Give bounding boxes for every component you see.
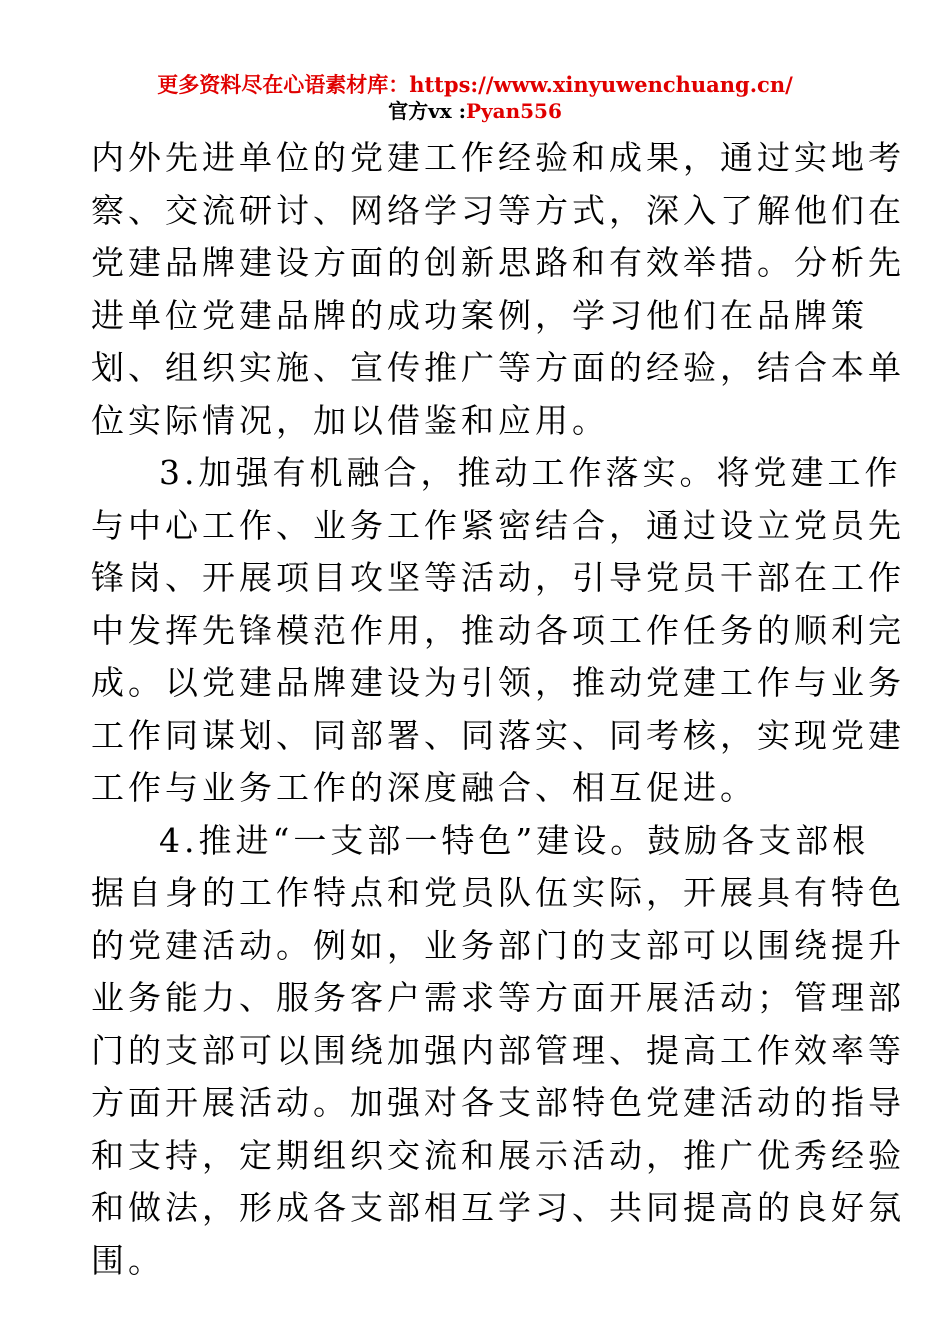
text-line: 内外先进单位的党建工作经验和成果，通过实地考 <box>91 138 905 177</box>
text-line: 划、组织实施、宣传推广等方面的经验，结合本单 <box>91 348 905 387</box>
text-line: 和做法，形成各支部相互学习、共同提高的良好氛 <box>91 1188 905 1227</box>
text-line: 党建品牌建设方面的创新思路和有效举措。分析先 <box>91 243 905 282</box>
text-line: 工作同谋划、同部署、同落实、同考核，实现党建 <box>91 715 905 755</box>
text-line: 中发挥先锋模范作用，推动各项工作任务的顺利完 <box>91 610 905 650</box>
text-line: 察、交流研讨、网络学习等方式，深入了解他们在 <box>91 190 905 230</box>
text-line: 的党建活动。例如，业务部门的支部可以围绕提升 <box>91 925 905 965</box>
promo-banner-text: 更多资料尽在心语素材库：https://www.xinyuwenchuang.cn/ <box>157 72 793 97</box>
text-line: 4.推进“一支部一特色”建设。鼓励各支部根 <box>159 820 870 860</box>
text-line: 和支持，定期组织交流和展示活动，推广优秀经验 <box>91 1135 905 1175</box>
official-account-label: 官方vx : <box>388 99 466 123</box>
page-header <box>0 72 950 124</box>
text-line: 与中心工作、业务工作紧密结合，通过设立党员先 <box>91 505 905 545</box>
document-body <box>91 132 905 1287</box>
text-line: 位实际情况，加以借鉴和应用。 <box>91 400 609 440</box>
text-line: 3.加强有机融合，推动工作落实。将党建工作 <box>159 453 902 492</box>
text-line: 成。以党建品牌建设为引领，推动党建工作与业务 <box>91 663 905 702</box>
text-line: 锋岗、开展项目攻坚等活动，引导党员干部在工作 <box>91 558 905 597</box>
text-line: 门的支部可以围绕加强内部管理、提高工作效率等 <box>91 1030 905 1070</box>
text-line: 业务能力、服务客户需求等方面开展活动；管理部 <box>91 978 905 1017</box>
text-line: 方面开展活动。加强对各支部特色党建活动的指导 <box>91 1083 905 1122</box>
text-line: 围。 <box>91 1240 165 1280</box>
official-account-line <box>0 98 950 124</box>
text-line: 工作与业务工作的深度融合、相互促进。 <box>91 768 757 807</box>
text-line: 据自身的工作特点和党员队伍实际，开展具有特色 <box>91 873 905 912</box>
text-line: 进单位党建品牌的成功案例，学习他们在品牌策 <box>91 295 868 335</box>
official-account-id: Pyan556 <box>465 99 562 123</box>
